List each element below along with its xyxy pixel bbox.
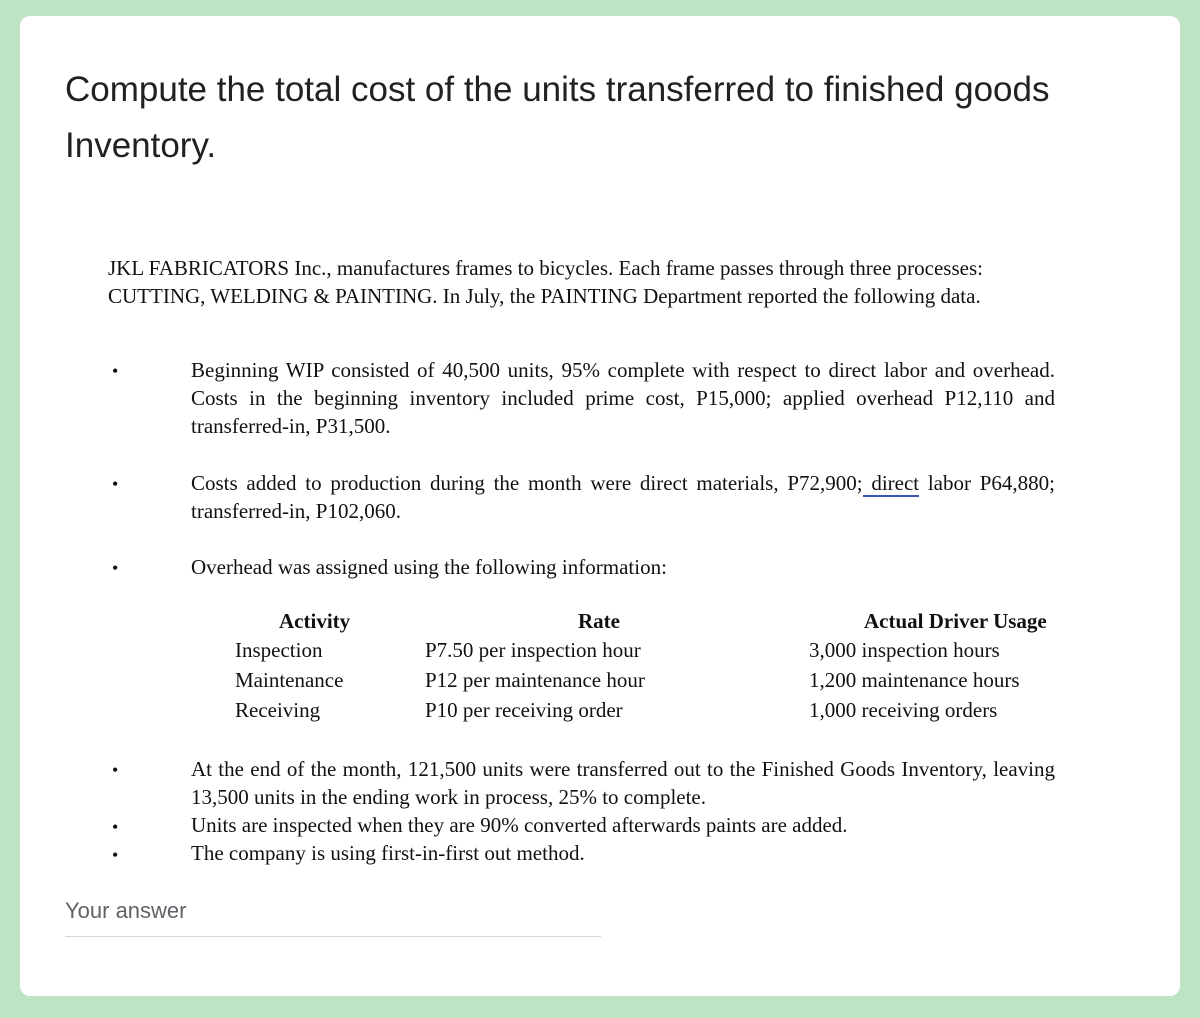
answer-underline (65, 936, 601, 937)
table-cell: 1,200 maintenance hours (809, 668, 1020, 692)
table-cell: 1,000 receiving orders (809, 698, 998, 722)
overhead-table (108, 606, 1068, 726)
problem-image (108, 254, 1068, 874)
fifo-method-text: The company is using first-in-first out method. (191, 841, 585, 865)
inspection-text: Units are inspected when they are 90% converted afterwards paints are added. (191, 813, 848, 837)
bullet-icon: • (112, 760, 119, 780)
table-cell: P12 per maintenance hour (425, 668, 645, 692)
bullet-icon: • (112, 361, 119, 381)
table-header-activity: Activity (279, 609, 351, 633)
question-card (20, 16, 1180, 996)
bullet-icon: • (112, 474, 119, 494)
table-header-usage: Actual Driver Usage (864, 609, 1047, 633)
question-title: Compute the total cost of the units transferred to finished goods Inventory. (65, 70, 1050, 165)
answer-input[interactable]: Your answer (65, 898, 187, 923)
ending-wip-text: At the end of the month, 121,500 units were transferred out to the Finished Goods Inventory, leaving 13,500 units in the ending work in process, 25% to complete. (191, 757, 1055, 809)
table-cell: P7.50 per inspection hour (425, 638, 641, 662)
table-header-rate: Rate (578, 609, 620, 633)
beginning-wip-text: Beginning WIP consisted of 40,500 units, 95% complete with respect to direct labor and overhead. Costs in the beginning inventory included prime cost, P15,000; applied overhead P12,110 and transferred-in, P31,500. (191, 358, 1055, 438)
table-cell: Maintenance (235, 668, 344, 692)
problem-intro: JKL FABRICATORS Inc., manufactures frames to bicycles. Each frame passes through three processes: CUTTING, WELDING & PAINTING. In July, the PAINTING Department reported the following data. (108, 256, 983, 308)
table-cell: 3,000 inspection hours (809, 638, 1000, 662)
costs-added-text: Costs added to production during the month were direct materials, P72,900; direct labor P64,880; transferred-in, P102,060. (191, 471, 1055, 523)
bullet-icon: • (112, 558, 119, 578)
table-cell: P10 per receiving order (425, 698, 623, 722)
table-cell: Inspection (235, 638, 323, 662)
table-cell: Receiving (235, 698, 321, 722)
overhead-info-text: Overhead was assigned using the following information: (191, 555, 667, 579)
bullet-icon: • (112, 817, 119, 837)
underlined-word: direct (862, 471, 920, 495)
bullet-icon: • (112, 845, 119, 865)
